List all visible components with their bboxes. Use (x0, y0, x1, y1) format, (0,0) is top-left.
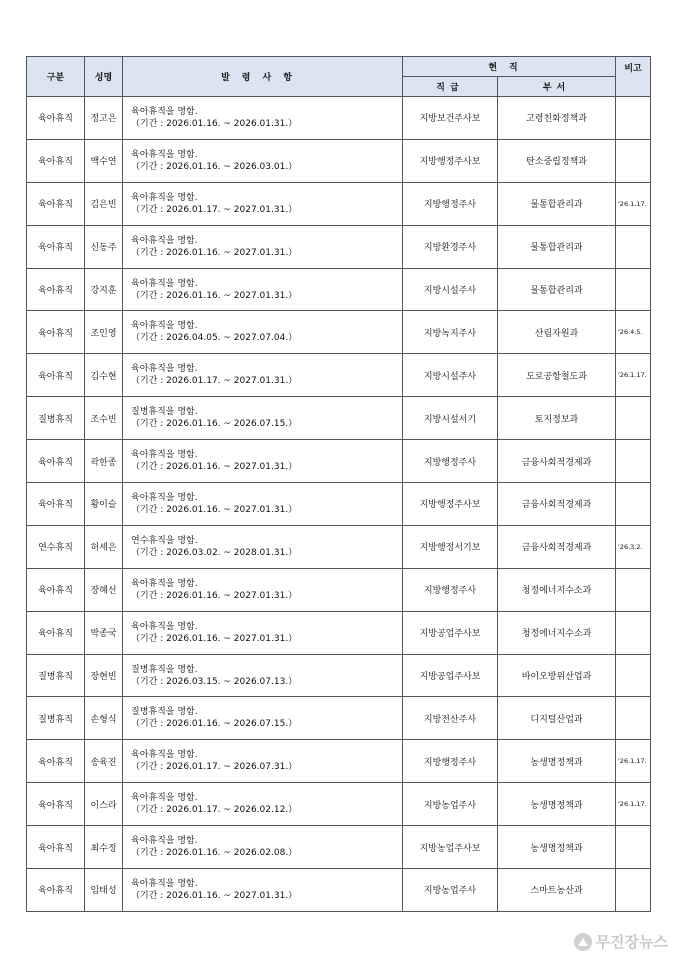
cell-remarks: '26.1.17. (616, 354, 651, 397)
cell-name: 이스라 (85, 783, 123, 826)
table-row (27, 268, 651, 311)
cell-rank: 지방시설주사 (403, 354, 498, 397)
cell-name: 조수빈 (85, 397, 123, 440)
order-text: 육아휴직을 명함. (131, 492, 198, 503)
table-row (27, 483, 651, 526)
table-row (27, 397, 651, 440)
order-text: 질병휴직을 명함. (131, 407, 198, 418)
cell-dept: 고령친화정책과 (498, 97, 616, 140)
cell-category: 육아휴직 (27, 826, 85, 869)
header-name: 성명 (85, 57, 123, 97)
order-text: 육아휴직을 명함. (131, 235, 198, 246)
cell-remarks (616, 483, 651, 526)
cell-order (123, 826, 403, 869)
table-row (27, 697, 651, 740)
header-dept: 부서 (498, 77, 616, 97)
cell-order (123, 354, 403, 397)
table-row (27, 440, 651, 483)
personnel-order-table (26, 56, 651, 912)
order-period: （기간 : 2026.01.16. ~ 2026.01.31.） (131, 118, 298, 129)
cell-order (123, 611, 403, 654)
cell-order (123, 869, 403, 912)
cell-name: 정고은 (85, 97, 123, 140)
cell-order (123, 139, 403, 182)
cell-order (123, 97, 403, 140)
cell-remarks (616, 826, 651, 869)
order-period: （기간 : 2026.01.16. ~ 2027.01.31.） (131, 504, 298, 515)
cell-category: 육아휴직 (27, 268, 85, 311)
cell-remarks (616, 97, 651, 140)
order-period: （기간 : 2026.01.17. ~ 2026.07.31.） (131, 762, 298, 773)
cell-name: 장혜선 (85, 568, 123, 611)
cell-category: 육아휴직 (27, 483, 85, 526)
table-row (27, 568, 651, 611)
table-row (27, 869, 651, 912)
cell-order (123, 525, 403, 568)
cell-remarks (616, 440, 651, 483)
cell-category: 육아휴직 (27, 182, 85, 225)
cell-order (123, 654, 403, 697)
table-row (27, 826, 651, 869)
cell-name: 신동주 (85, 225, 123, 268)
cell-dept: 금융사회적경제과 (498, 483, 616, 526)
order-text: 육아휴직을 명함. (131, 364, 198, 375)
table-row (27, 225, 651, 268)
cell-name: 손형식 (85, 697, 123, 740)
cell-name: 곽한종 (85, 440, 123, 483)
cell-remarks (616, 654, 651, 697)
cell-order (123, 783, 403, 826)
cell-name: 임태성 (85, 869, 123, 912)
cell-category: 질병휴직 (27, 397, 85, 440)
cell-dept: 바이오방위산업과 (498, 654, 616, 697)
cell-dept: 디지털산업과 (498, 697, 616, 740)
order-text: 육아휴직을 명함. (131, 621, 198, 632)
order-period: （기간 : 2026.01.16. ~ 2027.01.31.） (131, 290, 298, 301)
cell-name: 허세은 (85, 525, 123, 568)
cell-remarks: '26.4.5. (616, 311, 651, 354)
table-row (27, 783, 651, 826)
cell-dept: 토지정보과 (498, 397, 616, 440)
table-row (27, 311, 651, 354)
cell-name: 박종국 (85, 611, 123, 654)
order-period: （기간 : 2026.03.15. ~ 2026.07.13.） (131, 676, 298, 687)
cell-name: 강지훈 (85, 268, 123, 311)
cell-category: 육아휴직 (27, 740, 85, 783)
table-row (27, 525, 651, 568)
order-text: 육아휴직을 명함. (131, 750, 198, 761)
table-header (27, 57, 651, 97)
order-period: （기간 : 2026.01.16. ~ 2027.01.31.） (131, 590, 298, 601)
table-row (27, 354, 651, 397)
order-period: （기간 : 2026.01.16. ~ 2027.01.31.） (131, 462, 298, 473)
table-row (27, 611, 651, 654)
cell-dept: 청정에너지수소과 (498, 611, 616, 654)
order-period: （기간 : 2026.01.17. ~ 2027.01.31.） (131, 376, 298, 387)
header-current: 현직 (403, 57, 616, 77)
cell-dept: 청정에너지수소과 (498, 568, 616, 611)
order-period: （기간 : 2026.01.16. ~ 2027.01.31.） (131, 890, 298, 901)
cell-order (123, 311, 403, 354)
cell-name: 장현빈 (85, 654, 123, 697)
cell-remarks (616, 611, 651, 654)
table-row (27, 740, 651, 783)
cell-dept: 도로공항철도과 (498, 354, 616, 397)
cell-rank: 지방행정주사보 (403, 139, 498, 182)
order-period: （기간 : 2026.01.16. ~ 2027.01.31.） (131, 633, 298, 644)
cell-category: 육아휴직 (27, 311, 85, 354)
order-text: 육아휴직을 명함. (131, 149, 198, 160)
cell-category: 육아휴직 (27, 225, 85, 268)
cell-dept: 스마트농산과 (498, 869, 616, 912)
cell-order (123, 225, 403, 268)
cell-name: 김수현 (85, 354, 123, 397)
cell-remarks (616, 268, 651, 311)
cell-rank: 지방공업주사보 (403, 654, 498, 697)
order-period: （기간 : 2026.01.16. ~ 2026.07.15.） (131, 719, 298, 730)
cell-remarks (616, 568, 651, 611)
cell-remarks: '26.3.2. (616, 525, 651, 568)
table-row (27, 97, 651, 140)
header-category: 구분 (27, 57, 85, 97)
cell-rank: 지방행정주사 (403, 740, 498, 783)
order-text: 육아휴직을 명함. (131, 878, 198, 889)
cell-dept: 농생명정책과 (498, 740, 616, 783)
cell-remarks (616, 397, 651, 440)
cell-remarks: '26.1.17. (616, 783, 651, 826)
cell-dept: 물통합관리과 (498, 182, 616, 225)
cell-rank: 지방공업주사보 (403, 611, 498, 654)
cell-remarks: '26.1.17. (616, 740, 651, 783)
cell-category: 연수휴직 (27, 525, 85, 568)
cell-name: 황이슬 (85, 483, 123, 526)
cell-category: 육아휴직 (27, 139, 85, 182)
cell-dept: 농생명정책과 (498, 826, 616, 869)
order-period: （기간 : 2026.01.16. ~ 2027.01.31.） (131, 247, 298, 258)
cell-category: 질병휴직 (27, 654, 85, 697)
order-text: 질병휴직을 명함. (131, 707, 198, 718)
cell-order (123, 440, 403, 483)
cell-dept: 금융사회적경제과 (498, 525, 616, 568)
cell-rank: 지방시설주사 (403, 268, 498, 311)
cell-dept: 산림자원과 (498, 311, 616, 354)
watermark-text: 무진장뉴스 (595, 933, 668, 951)
cell-dept: 탄소중립정책과 (498, 139, 616, 182)
cell-category: 질병휴직 (27, 697, 85, 740)
cell-dept: 물통합관리과 (498, 268, 616, 311)
cell-name: 송육진 (85, 740, 123, 783)
cell-rank: 지방행정주사 (403, 182, 498, 225)
order-text: 육아휴직을 명함. (131, 793, 198, 804)
cell-category: 육아휴직 (27, 354, 85, 397)
cell-rank: 지방행정서기보 (403, 525, 498, 568)
table-body (27, 97, 651, 912)
cell-order (123, 697, 403, 740)
cell-order (123, 268, 403, 311)
table-row (27, 139, 651, 182)
order-period: （기간 : 2026.04.05. ~ 2027.07.04.） (131, 333, 298, 344)
order-text: 육아휴직을 명함. (131, 321, 198, 332)
order-text: 육아휴직을 명함. (131, 278, 198, 289)
table-row (27, 182, 651, 225)
cell-name: 백수연 (85, 139, 123, 182)
cell-category: 육아휴직 (27, 869, 85, 912)
order-period: （기간 : 2026.01.17. ~ 2026.02.12.） (131, 805, 298, 816)
cell-rank: 지방시설서기 (403, 397, 498, 440)
cell-category: 육아휴직 (27, 440, 85, 483)
mountain-logo-icon (574, 933, 592, 951)
cell-order (123, 182, 403, 225)
cell-remarks (616, 139, 651, 182)
order-period: （기간 : 2026.01.16. ~ 2026.07.15.） (131, 419, 298, 430)
cell-category: 육아휴직 (27, 783, 85, 826)
order-text: 육아휴직을 명함. (131, 192, 198, 203)
cell-order (123, 740, 403, 783)
header-order: 발령사항 (123, 57, 403, 97)
order-period: （기간 : 2026.01.17. ~ 2027.01.31.） (131, 204, 298, 215)
cell-category: 육아휴직 (27, 611, 85, 654)
cell-remarks (616, 697, 651, 740)
cell-rank: 지방농업주사보 (403, 826, 498, 869)
cell-rank: 지방녹지주사 (403, 311, 498, 354)
cell-remarks (616, 225, 651, 268)
cell-rank: 지방보건주사보 (403, 97, 498, 140)
cell-order (123, 397, 403, 440)
order-period: （기간 : 2026.01.16. ~ 2026.02.08.） (131, 848, 298, 859)
cell-dept: 금융사회적경제과 (498, 440, 616, 483)
order-text: 질병휴직을 명함. (131, 664, 198, 675)
header-rank: 직급 (403, 77, 498, 97)
table-row (27, 654, 651, 697)
order-text: 연수휴직을 명함. (131, 535, 198, 546)
order-text: 육아휴직을 명함. (131, 450, 198, 461)
order-text: 육아휴직을 명함. (131, 106, 198, 117)
cell-category: 육아휴직 (27, 97, 85, 140)
cell-rank: 지방농업주사 (403, 869, 498, 912)
cell-order (123, 568, 403, 611)
header-remarks: 비고 (616, 57, 651, 97)
order-period: （기간 : 2026.01.16. ~ 2026.03.01.） (131, 161, 298, 172)
cell-dept: 농생명정책과 (498, 783, 616, 826)
cell-order (123, 483, 403, 526)
cell-rank: 지방농업주사 (403, 783, 498, 826)
cell-remarks (616, 869, 651, 912)
cell-rank: 지방행정주사 (403, 440, 498, 483)
cell-category: 육아휴직 (27, 568, 85, 611)
cell-rank: 지방전산주사 (403, 697, 498, 740)
order-text: 육아휴직을 명함. (131, 836, 198, 847)
order-period: （기간 : 2026.03.02. ~ 2028.01.31.） (131, 547, 298, 558)
cell-name: 김은빈 (85, 182, 123, 225)
cell-rank: 지방행정주사보 (403, 483, 498, 526)
cell-name: 최수정 (85, 826, 123, 869)
cell-rank: 지방행정주사 (403, 568, 498, 611)
cell-remarks: '26.1.17. (616, 182, 651, 225)
watermark (574, 931, 668, 952)
cell-name: 조인영 (85, 311, 123, 354)
order-text: 육아휴직을 명함. (131, 578, 198, 589)
cell-dept: 물통합관리과 (498, 225, 616, 268)
cell-rank: 지방환경주사 (403, 225, 498, 268)
